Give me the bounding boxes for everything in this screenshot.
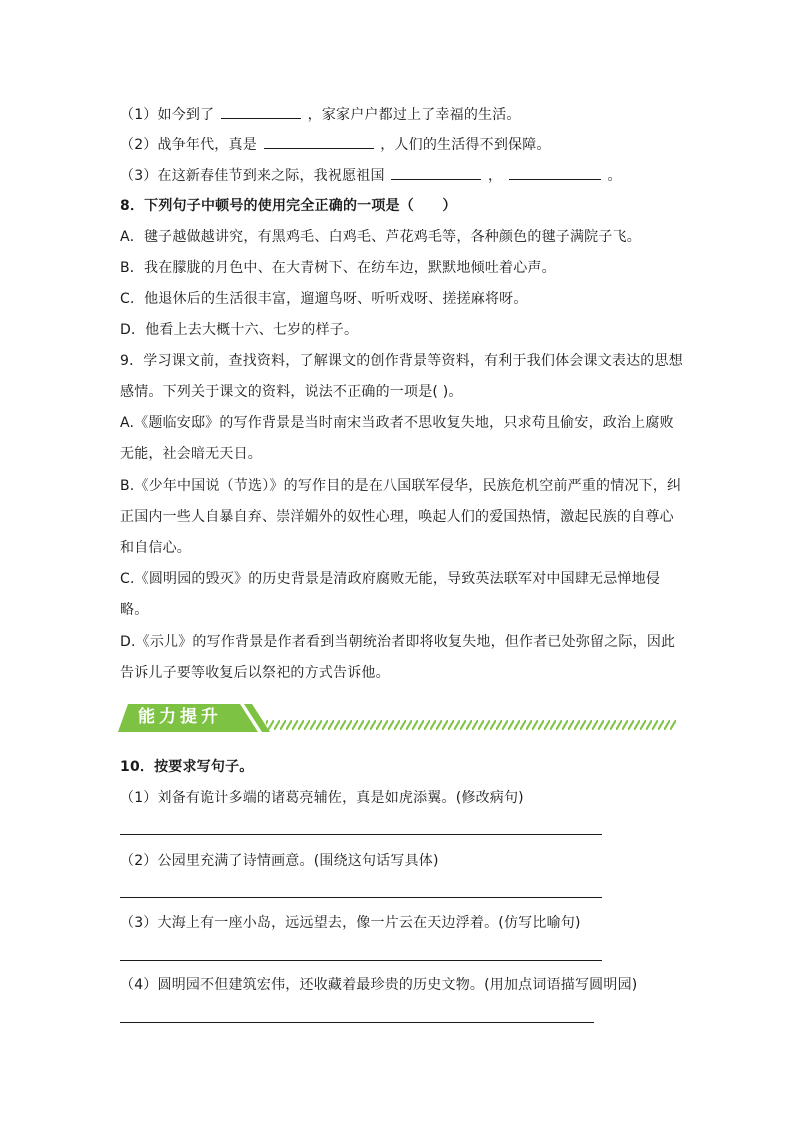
q10-item-3: （3）大海上有一座小岛，远远望去，像一片云在天边浮着。(仿写比喻句) <box>120 915 581 931</box>
q8-option-c[interactable]: C．他退休后的生活很丰富，遛遛鸟呀、听听戏呀、搓搓麻将呀。 <box>120 291 528 307</box>
q7-item-1 <box>120 104 521 125</box>
q10-item-2-answer-line[interactable] <box>120 897 602 898</box>
q9-stem-line-1: 9．学习课文前，查找资料，了解课文的创作背景等资料，有利于我们体会课文表达的思想 <box>120 353 683 369</box>
q9-option-a-line-2[interactable]: 无能，社会暗无天日。 <box>120 446 262 462</box>
q9-option-c-line-1[interactable]: C.《圆明园的毁灭》的历史背景是清政府腐败无能，导致英法联军对中国肆无忌惮地侵 <box>120 571 661 587</box>
q9-option-d-line-2[interactable]: 告诉儿子要等收复后以祭祀的方式告诉他。 <box>120 665 390 681</box>
q9-option-d-line-1[interactable]: D.《示儿》的写作背景是作者看到当朝统治者即将收复失地，但作者已处弥留之际，因此 <box>120 634 676 650</box>
q8-option-b[interactable]: B．我在朦胧的月色中、在大青树下、在纺车边，默默地倾吐着心声。 <box>120 260 556 276</box>
q7-item-1-suffix: ，家家户户都过上了幸福的生活。 <box>307 107 521 123</box>
q9-option-b-line-1[interactable]: B.《少年中国说（节选）》的写作目的是在八国联军侵华，民族危机空前严重的情况下，纠 <box>120 478 682 494</box>
q7-item-2-blank[interactable] <box>264 134 374 149</box>
q9-option-b-line-3[interactable]: 和自信心。 <box>120 540 191 556</box>
q8-stem: 8．下列句子中顿号的使用完全正确的一项是（ ） <box>120 198 457 214</box>
q7-item-2-suffix: ，人们的生活得不到保障。 <box>380 137 551 153</box>
q10-item-1: （1）刘备有诡计多端的诸葛亮辅佐，真是如虎添翼。(修改病句) <box>120 790 524 806</box>
q7-item-1-blank[interactable] <box>221 104 301 119</box>
q7-item-3-suffix: 。 <box>607 168 622 184</box>
q8-option-a[interactable]: A．毽子越做越讲究，有黑鸡毛、白鸡毛、芦花鸡毛等，各种颜色的毽子满院子飞。 <box>120 229 641 245</box>
q8-option-d[interactable]: D．他看上去大概十六、七岁的样子。 <box>120 322 359 338</box>
q7-item-3 <box>120 165 622 186</box>
q10-stem: 10．按要求写句子。 <box>120 759 254 775</box>
banner-hatch-stripe <box>266 720 676 730</box>
q10-item-2: （2）公园里充满了诗情画意。(围绕这句话写具体) <box>120 853 439 869</box>
q9-option-b-line-2[interactable]: 正国内一些人自暴自弃、崇洋媚外的奴性心理，唤起人们的爱国热情，激起民族的自尊心 <box>120 509 674 525</box>
q10-item-4-answer-line[interactable] <box>120 1022 594 1023</box>
q9-stem-line-2: 感情。下列关于课文的资料，说法不正确的一项是( )。 <box>120 384 463 400</box>
q10-item-4: （4）圆明园不但建筑宏伟，还收藏着最珍贵的历史文物。(用加点词语描写圆明园) <box>120 977 638 993</box>
q7-item-2-prefix: （2）战争年代，真是 <box>120 137 257 153</box>
section-title: 能力提升 <box>138 707 222 727</box>
q9-option-a-line-1[interactable]: A.《题临安邸》的写作背景是当时南宋当政者不思收复失地，只求苟且偷安，政治上腐败 <box>120 415 674 431</box>
q7-item-2 <box>120 134 551 155</box>
q9-option-c-line-2[interactable]: 略。 <box>120 602 149 618</box>
q7-item-3-separator: ， <box>488 168 503 184</box>
q7-item-3-blank-2[interactable] <box>509 165 601 180</box>
q7-item-3-blank-1[interactable] <box>391 165 481 180</box>
q7-item-1-prefix: （1）如今到了 <box>120 107 215 123</box>
q7-item-3-prefix: （3）在这新春佳节到来之际，我祝愿祖国 <box>120 168 385 184</box>
q10-item-3-answer-line[interactable] <box>120 960 602 961</box>
q10-item-1-answer-line[interactable] <box>120 834 602 835</box>
